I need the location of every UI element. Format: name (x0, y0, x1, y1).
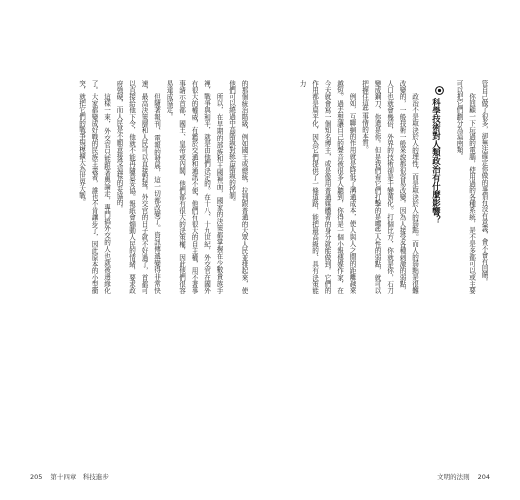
body-paragraph: 這樣一來，外交官只能跟著輿論走，專門搞外交的人也就被邊緣化了。大家都變成好戰的民族主義者，誰也不肯讓步了，因此原本的小型衝突，就把它們的戰爭規模擴大為世界大戰。 (77, 80, 111, 294)
section-heading (430, 80, 444, 294)
section-heading-text: 科學技術對人類政治有什麼影響？ (431, 98, 442, 224)
right-page (260, 0, 520, 500)
body-paragraph: 所以，在早期的部族和王國裡面，國家的決策都掌握在少數貴族手裡，戰爭與和平，就是由他們決定的。在十八、十九世紀，外交官在國外有很大的權威，有鑑於交通和通訊不便，他們有很大的自主權，用不著事事請示首都，國王、皇帝或內閣，他們都有很大的決策權，因此他們很容易達成協定。 (165, 80, 223, 294)
left-page-footer (30, 472, 109, 481)
body-paragraph: 你回顧一下玩過的電腦，使用過的各種系統，是不是多都可以或主要可以把它們劃分為這兩類。 (455, 80, 476, 294)
page-number: 205 (30, 473, 43, 481)
body-paragraph: 政治不是取決於人的理性，而是取決於人的弱點。而人的弱點是很難改變的，一般技術一般來說都很容易改變。因為人接受各種刺激的弱點，人口也就會幾倍，外界的技術卻是千變萬化。打個比方，你就是你，石刀變成鋼刀，你還是你。但是我們看它們打擊的是哪些人性的弱點，就可以把握住這些事情的本質。 (360, 80, 419, 294)
body-paragraph: 但隨著報刊、電報的發展，這一切都改變了。資訊傳遞變得非常快速，最高決策層和人民可以直接對接。外交官的日子就不好過了，首都可以直接給他下令，他就不能再隨意妥協。報紙會煽動人民的情緒，要求政府強硬，而人民是不願意接受這樣的妥協的。 (115, 80, 161, 294)
running-head: 文明的法則 (437, 473, 470, 481)
right-page-footer (437, 472, 490, 481)
running-head: 第十四章 科技進步 (50, 473, 109, 481)
body-paragraph: 管自己做了很多，卻無法確定你做的事情有沒有意義，會不會有回饋。 (480, 80, 488, 285)
right-page-body (282, 80, 490, 294)
left-page-body (44, 80, 250, 294)
body-paragraph: 的那個統治階級，例如國王或總統，拉到跟普通的大眾人民並排起來，使他們可以繞過中高階級對統治階級的控制。 (227, 80, 248, 294)
question-circle-icon (435, 86, 444, 95)
body-paragraph: 例如，互聯網的作用就是降低了溝通成本，使人與人之間的距離越來越短。過去想讓自己的聲音被很多人聽到，你得是一個小報傳媒作家，在今天就會寫一個知名博主，或是像用普通媒體者的身分就能做到。它們的作用都是扁平化，因為它們提供了一條道路，能把最高級的、具有決策能力 (298, 80, 356, 294)
page-number: 204 (477, 473, 490, 481)
